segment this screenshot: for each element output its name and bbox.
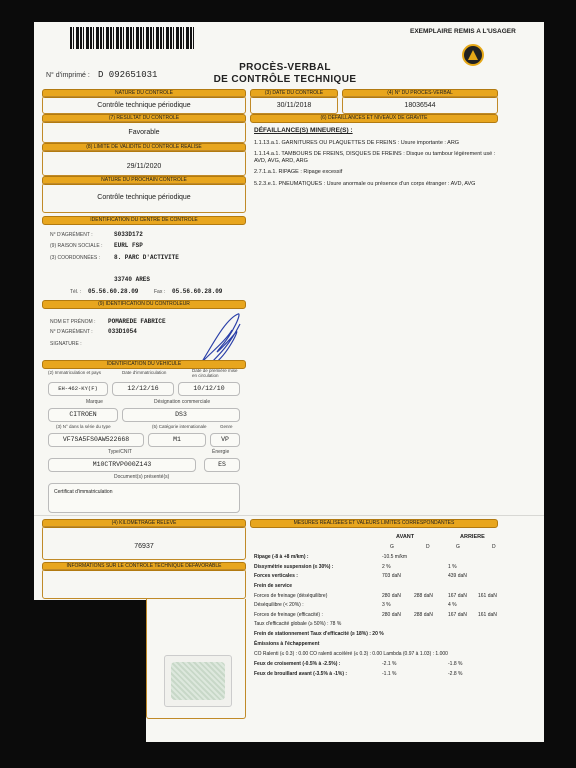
barcode (70, 27, 196, 49)
mesure-label: Forces de freinage (déséquilibre) (254, 593, 328, 599)
header-num-pv: (4) N° DU PROCÈS-VERBAL (342, 89, 498, 98)
kilometrage: 76937 (42, 526, 246, 560)
energie: ES (204, 458, 240, 472)
mesure-label: Forces verticales : (254, 573, 298, 579)
mesure-value: 3 % (382, 602, 391, 608)
mesure-value: 288 daN (414, 593, 433, 599)
designation-label: Désignation commerciale (154, 399, 211, 405)
mesure-value: 703 daN (382, 573, 401, 579)
date-premiere-label: Date de première mise en circulation (192, 368, 238, 378)
informations-panel (42, 569, 246, 599)
documents-label: Document(s) présenté(s) (114, 474, 170, 480)
mesure-value: -1.8 % (448, 661, 463, 667)
header-nature: NATURE DU CONTRÔLE (42, 89, 246, 98)
mesure-label: Frein de service (254, 583, 293, 589)
document-title-line1: PROCÈS-VERBAL (239, 62, 331, 73)
limite-validite: 29/11/2020 (42, 150, 246, 176)
mesure-value: 167 daN (448, 612, 467, 618)
controleur-nom-label: NOM ET PRÉNOM : (50, 319, 96, 325)
header-resultat: (7) RÉSULTAT DU CONTRÔLE (42, 114, 246, 123)
mesure-value: 439 daN (448, 573, 467, 579)
mesure-value: -10.5 m/km (382, 554, 408, 560)
signature-label: SIGNATURE : (50, 341, 82, 347)
header-prochain: NATURE DU PROCHAIN CONTRÔLE (42, 176, 246, 185)
mesure-value: 280 daN (382, 612, 401, 618)
mesure-label: Dissymétrie suspension (≤ 30%) : (254, 564, 334, 570)
avant-header: AVANT (396, 534, 415, 540)
mesure-label: Ripage (-8 à +8 m/km) : (254, 554, 309, 560)
type-cnit: M10CTRVP000Z143 (48, 458, 196, 472)
controleur-agrement: 033D1054 (108, 328, 137, 335)
header-centre: IDENTIFICATION DU CENTRE DE CONTRÔLE (42, 216, 246, 225)
torn-corner (34, 600, 146, 750)
mesure-value: 161 daN (478, 593, 497, 599)
controleur-nom: POMAREDE FABRICE (108, 318, 166, 325)
d-label: D (492, 544, 496, 550)
fold-line (34, 515, 544, 516)
numero-serie: VF7SA5FS0AW522668 (48, 433, 144, 447)
categorie: M1 (148, 433, 206, 447)
centre-fax: 05.56.60.28.09 (172, 288, 223, 295)
mesure-label: Feux de croisement (-0.5% à -2.5%) : (254, 661, 341, 667)
utac-logo-icon (462, 44, 484, 66)
mesure-value: 288 daN (414, 612, 433, 618)
mesure-label: CO Ralenti (≤ 0.3) : 0.00 CO ralenti accéléré (≤ 0.3) : 0.00 Lambda (0.97 à 1.03) : 1.000 (254, 651, 448, 657)
mesure-label: Déséquilibre (< 20%) : (254, 602, 304, 608)
defaillance-item: 1.1.13.a.1. GARNITURES OU PLAQUETTES DE FREINS : Usure importante : ARG (254, 140, 460, 146)
defaillances-panel (250, 121, 498, 213)
mesure-value: -1.1 % (382, 671, 397, 677)
centre-ville: 33740 ARES (114, 276, 151, 283)
header-controleur: (9) IDENTIFICATION DU CONTRÔLEUR (42, 300, 246, 309)
marque-label: Marque (86, 399, 103, 405)
documents-presentes (48, 483, 240, 513)
centre-raison-label: (9) RAISON SOCIALE : (50, 243, 103, 249)
mesure-label: Émissions à l'échappement (254, 641, 320, 647)
mesure-value: -2.8 % (448, 671, 463, 677)
header-date: (3) DATE DU CONTRÔLE (250, 89, 338, 98)
mesure-value: 280 daN (382, 593, 401, 599)
centre-raison: EURL FSP (114, 242, 143, 249)
centre-agrement: S033D172 (114, 231, 143, 238)
energie-label: Énergie (212, 449, 230, 455)
type-label: Type/CNIT (108, 449, 132, 455)
imprime-label: N° d'imprimé : (46, 72, 90, 79)
header-vehicule: IDENTIFICATION DU VÉHICULE (42, 360, 246, 369)
num-pv: 18036544 (342, 96, 498, 114)
centre-panel (42, 223, 246, 299)
mesure-label: Forces de freinage (efficacité) : (254, 612, 323, 618)
mesures-panel (250, 526, 498, 716)
immat-label: (2) Immatriculation et pays (48, 370, 102, 375)
centre-tel: 05.56.60.28.09 (88, 288, 139, 295)
date-immat-label: Date d'immatriculation (122, 370, 167, 375)
centre-fax-label: Fax : (154, 289, 166, 295)
header-informations: INFORMATIONS SUR LE CONTRÔLE TECHNIQUE DÉFAVORABLE (42, 562, 246, 571)
resultat-controle: Favorable (42, 121, 246, 143)
centre-coord-label: (3) COORDONNÉES : (50, 255, 101, 261)
g-label: G (456, 544, 460, 550)
g-label: G (390, 544, 394, 550)
defaillances-title: DÉFAILLANCE(S) MINEURE(S) : (254, 127, 353, 134)
mesure-value: -2.1 % (382, 661, 397, 667)
exemplaire-label: EXEMPLAIRE REMIS A L'USAGER (410, 28, 516, 35)
document-presente: Certificat d'immatriculation (54, 489, 113, 495)
defaillance-item: 2.7.1.a.1. RIPAGE : Ripage excessif (254, 169, 343, 175)
centre-adresse: 8. PARC D'ACTIVITE (114, 254, 179, 261)
date-controle: 30/11/2018 (250, 96, 338, 114)
controleur-agrement-label: N° D'AGRÉMENT : (50, 329, 93, 335)
marque: CITROEN (48, 408, 118, 422)
defaillance-item: 5.2.3.e.1. PNEUMATIQUES : Usure anormale ou présence d'un corps étranger : AVD, AVG (254, 181, 476, 187)
date-immatriculation: 12/12/16 (112, 382, 174, 396)
mesure-label: Frein de stationnement Taux d'efficacité (≥ 18%) : 20 % (254, 631, 384, 637)
genre-label: Genre (220, 424, 233, 429)
mesure-value: 161 daN (478, 612, 497, 618)
centre-tel-label: Tél. : (70, 289, 82, 295)
categorie-label: (5) Catégorie internationale (152, 424, 207, 429)
header-limite: (8) LIMITE DE VALIDITÉ DU CONTRÔLE RÉALISÉ (42, 143, 246, 152)
mesure-label: Taux d'efficacité globale (≥ 50%) : 78 % (254, 621, 342, 627)
defaillance-item: 1.1.14.a.1. TAMBOURS DE FREINS, DISQUES DE FREINS : Disque ou tambour légèrement usé : AVD, AVG, ARD, ARG (254, 151, 496, 165)
mesure-value: 1 % (448, 564, 457, 570)
prochain-controle: Contrôle technique périodique (42, 183, 246, 213)
mesure-value: 2 % (382, 564, 391, 570)
mesure-value: 167 daN (448, 593, 467, 599)
header-mesures: MESURES RÉALISÉES ET VALEURS LIMITES CORRESPONDANTES (250, 519, 498, 528)
imprime-number: D 092651031 (98, 70, 158, 80)
arriere-header: ARRIERE (460, 534, 485, 540)
genre: VP (210, 433, 240, 447)
header-defaillances: (6) DÉFAILLANCES ET NIVEAUX DE GRAVITÉ (250, 114, 498, 123)
serie-label: (3) N° dans la série du type (56, 424, 111, 429)
mesure-value: 4 % (448, 602, 457, 608)
header-kilometrage: (4) KILOMÉTRAGE RELEVÉ (42, 519, 246, 528)
designation: DS3 (122, 408, 240, 422)
nature-controle: Contrôle technique périodique (42, 96, 246, 114)
document-title-line2: DE CONTRÔLE TECHNIQUE (213, 74, 357, 85)
hologram-seal (164, 655, 232, 707)
immatriculation: EH-462-KY(F) (48, 382, 108, 396)
date-premiere-circulation: 10/12/10 (178, 382, 240, 396)
mesure-label: Feux de brouillard avant (-3.5% à -1%) : (254, 671, 348, 677)
d-label: D (426, 544, 430, 550)
centre-agrement-label: N° D'AGRÉMENT : (50, 232, 93, 238)
